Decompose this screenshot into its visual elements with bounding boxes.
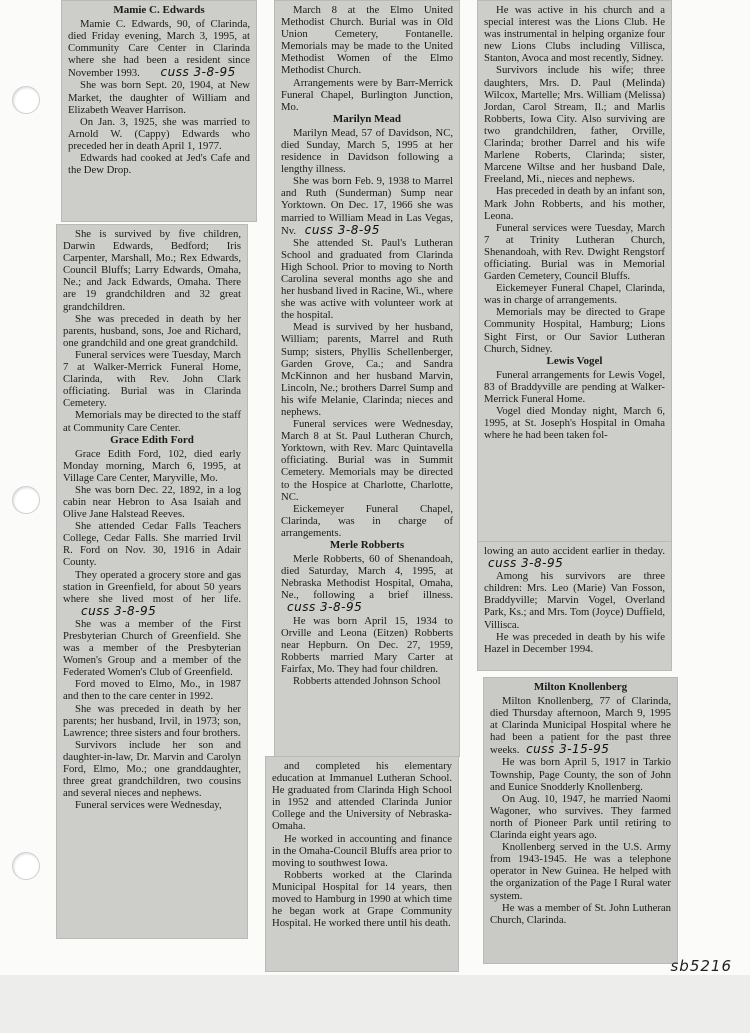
obituary-mead-and-robberts [275, 1, 459, 756]
handwritten-note: cuss 3-8-95 [160, 65, 236, 80]
paragraph: Ford moved to Elmo, Mo., in 1987 and then to the care center in 1992. [63, 678, 241, 703]
page-bottom-margin [0, 975, 750, 1033]
handwritten-note: cuss 3-8-95 [488, 556, 564, 571]
obituary-title: Milton Knollenberg [533, 681, 628, 693]
paragraph: Marilyn Mead, 57 of Davidson, NC, died Sunday, March 5, 1995 at her residence in Davidson following a lengthy illness. [281, 126, 453, 176]
paragraph: She was preceded in death by her parents; her husband, Irvil, in 1973; son, Lawrence; three sisters and four brothers. [63, 702, 241, 739]
obituary-title: Marilyn Mead [332, 112, 402, 125]
paragraph: Funeral arrangements for Lewis Vogel, 83 of Braddyville are pending at Walker-Merrick Funeral Home. [484, 368, 665, 405]
paragraph: Merle Robberts, 60 of Shenandoah, died Saturday, March 4, 1995, at Nebraska Methodist Hospital, Omaha, Ne., following a brief illness. cuss 3-8-95 [281, 553, 453, 615]
paragraph: Among his survivors are three children: Mrs. Leo (Marie) Van Fosson, Braddyville; Marvin Vogel, Overland Park, Ks.; and Mrs. Tom (Joyce) Duffield, Villisca. [484, 570, 665, 631]
punch-hole [12, 852, 40, 880]
paragraph: Robberts worked at the Clarinda Municipal Hospital for 14 years, then moved to Hamburg in 1990 at which time he began work at Grape Community Hospital. He worked there until his death. [272, 868, 452, 930]
paragraph: She was born Feb. 9, 1938 to Marrel and Ruth (Sunderman) Sump near Yorktown. On Dec. 17, 1966 she was married to William Mead in Las Vegas, Nv. cuss 3-8-95 [281, 175, 453, 237]
paragraph: Survivors include his wife; three daughters, Mrs. D. Paul (Melinda) Wilcox, Martelle; Mrs. William (Melissa) Jordan, Carol Stream, Il.; and Marlis Robberts, Iowa City. Also surviving are two grandchildren, father, Orville, Clarinda; brother Darrel and his wife Marlene Roberts, Clarinda; sister, Marcene Wiltse and her husband Dale, Freeland, Mi., nieces and nephews. [484, 64, 665, 186]
paragraph: Memorials may be directed to Grape Community Hospital, Hamburg; Lions Sight First, or Our Savior Lutheran Church, Sidney. [484, 306, 665, 355]
obituary-vogel-continued [478, 542, 671, 670]
obituary-title: Grace Edith Ford [110, 433, 194, 446]
paragraph: She was born Sept. 20, 1904, at New Market, the daughter of William and Elizabeth Weaver Harrison. [68, 79, 250, 116]
paragraph: She was born Dec. 22, 1892, in a log cabin near Hebron to Asa Isaiah and Olive Jane Halstead Reeves. [63, 483, 241, 521]
paragraph: On Aug. 10, 1947, he married Naomi Wagoner, who survives. They farmed north of Pioneer Park until retiring to Clarinda eight years ago. [490, 792, 671, 842]
obituary-mamie-edwards [62, 1, 256, 221]
obituary-milton-knollenberg [484, 678, 677, 963]
page-reference-note: sb5216 [670, 957, 732, 975]
paragraph: He was preceded in death by his wife Hazel in December 1994. [484, 630, 665, 655]
paragraph: Funeral services were Wednesday, March 8 at St. Paul Lutheran Church, Yorktown, with Rev. Marc Quintavella officiating. Burial was in Summit Cemetery. Memorials may be directed to the Hospice at Charlotte, Charlotte, NC. [281, 418, 453, 503]
paragraph: Grace Edith Ford, 102, died early Monday morning, March 6, 1995, at Village Care Center, Maryville, Mo. [63, 447, 241, 484]
handwritten-note: cuss 3-8-95 [304, 222, 380, 237]
paragraph: Funeral services were Tuesday, March 7 at Trinity Lutheran Church, Shenandoah, with Rev. Dwight Rengstorf officiating. Burial was in Memorial Garden Cemetery, Council Bluffs. [484, 221, 665, 283]
obituary-title: Lewis Vogel [546, 354, 603, 367]
paragraph: Edwards had cooked at Jed's Cafe and the Dew Drop. [68, 152, 250, 177]
paragraph: Arrangements were by Barr-Merrick Funeral Chapel, Burlington Junction, Mo. [281, 76, 453, 113]
obituary-robberts-continued [266, 757, 458, 971]
paragraph: Mead is survived by her husband, William; parents, Marrel and Ruth Sump; sisters, Phyllis Schellenberger, Garden Grove, Ca.; and Sandra McKinnon and her husband Marvin, Lincoln, Ne.; brothers Darrel Sump and his wife Melanie, Clarinda; nieces and nephews. [281, 321, 453, 418]
paragraph: Funeral services were Tuesday, March 7 at Walker-Merrick Funeral Home, Clarinda, with Rev. John Clark officiating. Burial was in Clarinda Cemetery. [63, 348, 241, 410]
paragraph: March 8 at the Elmo United Methodist Church. Burial was in Old Union Cemetery, Fontanelle. Memorials may be made to the United Methodist Women of the Elmo Methodist Church. [281, 4, 453, 77]
paragraph: She was a member of the First Presbyterian Church of Greenfield. She was a member of the Presbyterian Women's Group and a member of the Federated Women's Club of Greenfield. [63, 617, 241, 679]
paragraph: Memorials may be directed to the staff at Community Care Center. [63, 409, 241, 434]
handwritten-note: cuss 3-15-95 [526, 742, 610, 757]
paragraph: Funeral services were Wednesday, [75, 799, 222, 812]
obituary-edwards-continued-and-grace-ford [57, 225, 247, 938]
paragraph: lowing an auto accident earlier in theday. cuss 3-8-95 [484, 545, 665, 571]
paragraph: Eickemeyer Funeral Chapel, Clarinda, was in charge of arrangements. [484, 282, 665, 307]
paragraph: She attended Cedar Falls Teachers College, Cedar Falls. She married Irvil R. Ford on Nov. 30, 1916 in Adair County. [63, 520, 241, 569]
paragraph: They operated a grocery store and gas station in Greenfield, for about 50 years where she lived most of her life. cuss 3-8-95 [63, 568, 241, 618]
paragraph: Survivors include her son and daughter-in-law, Dr. Marvin and Carolyn Ford, Elmo, Mo.; one granddaughter, three great grandchildren, two cousins and several nieces and nephews. [63, 738, 241, 800]
obituary-title: Merle Robberts [329, 539, 405, 552]
paragraph: He worked in accounting and finance in the Omaha-Council Bluffs area prior to moving to southwest Iowa. [272, 832, 452, 869]
handwritten-note: cuss 3-8-95 [81, 603, 157, 618]
paragraph: He was born April 15, 1934 to Orville and Leona (Eitzen) Robberts near Hepburn. On Dec. 27, 1959, Robberts married Mary Carter at Fairfax, Mo. They had four children. [281, 614, 453, 675]
paragraph: He was a member of St. John Lutheran Church, Clarinda. [490, 901, 671, 926]
paragraph: He was active in his church and a special interest was the Lions Club. He was instrumental in helping organize four new Lions Clubs including Villisca, Stanton, Avoca and most recently, Sidney. [484, 4, 665, 65]
paragraph: She is survived by five children, Darwin Edwards, Bedford; Iris Carpenter, Marshall, Mo.; Rex Edwards, Council Bluffs; Larry Edwards, Omaha, Ne.; and Jack Edwards, Omaha. There are 19 grandchildren and 32 great grandchildren. [63, 228, 241, 313]
obituary-robberts-survivors-and-lewis-vogel [478, 1, 671, 541]
obituary-title: Mamie C. Edwards [113, 4, 205, 16]
paragraph: He was born April 5, 1917 in Tarkio Township, Page County, the son of John and Eunice Snodderly Knollenberg. [490, 756, 671, 793]
paragraph: Eickemeyer Funeral Chapel, Clarinda, was in charge of arrangements. [281, 502, 453, 539]
paragraph: Knollenberg served in the U.S. Army from 1943-1945. He was a telephone operator in New Guinea. He helped with the organization of the Page I Rural water system. [490, 841, 671, 902]
handwritten-note: cuss 3-8-95 [287, 600, 363, 615]
punch-hole [12, 486, 40, 514]
paragraph: Has preceded in death by an infant son, Mark John Robberts, and his mother, Leona. [484, 185, 665, 222]
paragraph: Milton Knollenberg, 77 of Clarinda, died Thursday afternoon, March 9, 1995 at Clarinda Municipal Hospital where he had been a patient for the past three weeks. cuss 3-15-95 [490, 695, 671, 757]
paragraph: Robberts attended Johnson School [293, 674, 441, 687]
paragraph: She was preceded in death by her parents, husband, sons, Joe and Richard, one grandchild and one great grandchild. [63, 312, 241, 349]
paragraph: Vogel died Monday night, March 6, 1995, at St. Joseph's Hospital in Omaha where he had been taken fol- [484, 405, 665, 442]
paragraph: On Jan. 3, 1925, she was married to Arnold W. (Cappy) Edwards who preceded her in death April 1, 1977. [68, 115, 250, 152]
paragraph: She attended St. Paul's Lutheran School and graduated from Clarinda High School. Prior to moving to North Carolina several months ago she and her husband lived in Racine, Wi., where she was active with volunteer work at the hospital. [281, 236, 453, 322]
paragraph: Mamie C. Edwards, 90, of Clarinda, died Friday evening, March 3, 1995, at Community Care Center in Clarinda where she had been a resident since November 1993. cuss 3-8-95 [68, 18, 250, 80]
punch-hole [12, 86, 40, 114]
paragraph: and completed his elementary education at Immanuel Lutheran School. He graduated from Clarinda High School in 1952 and attended Clarinda Junior College and the University of Nebraska-Omaha. [272, 760, 452, 833]
